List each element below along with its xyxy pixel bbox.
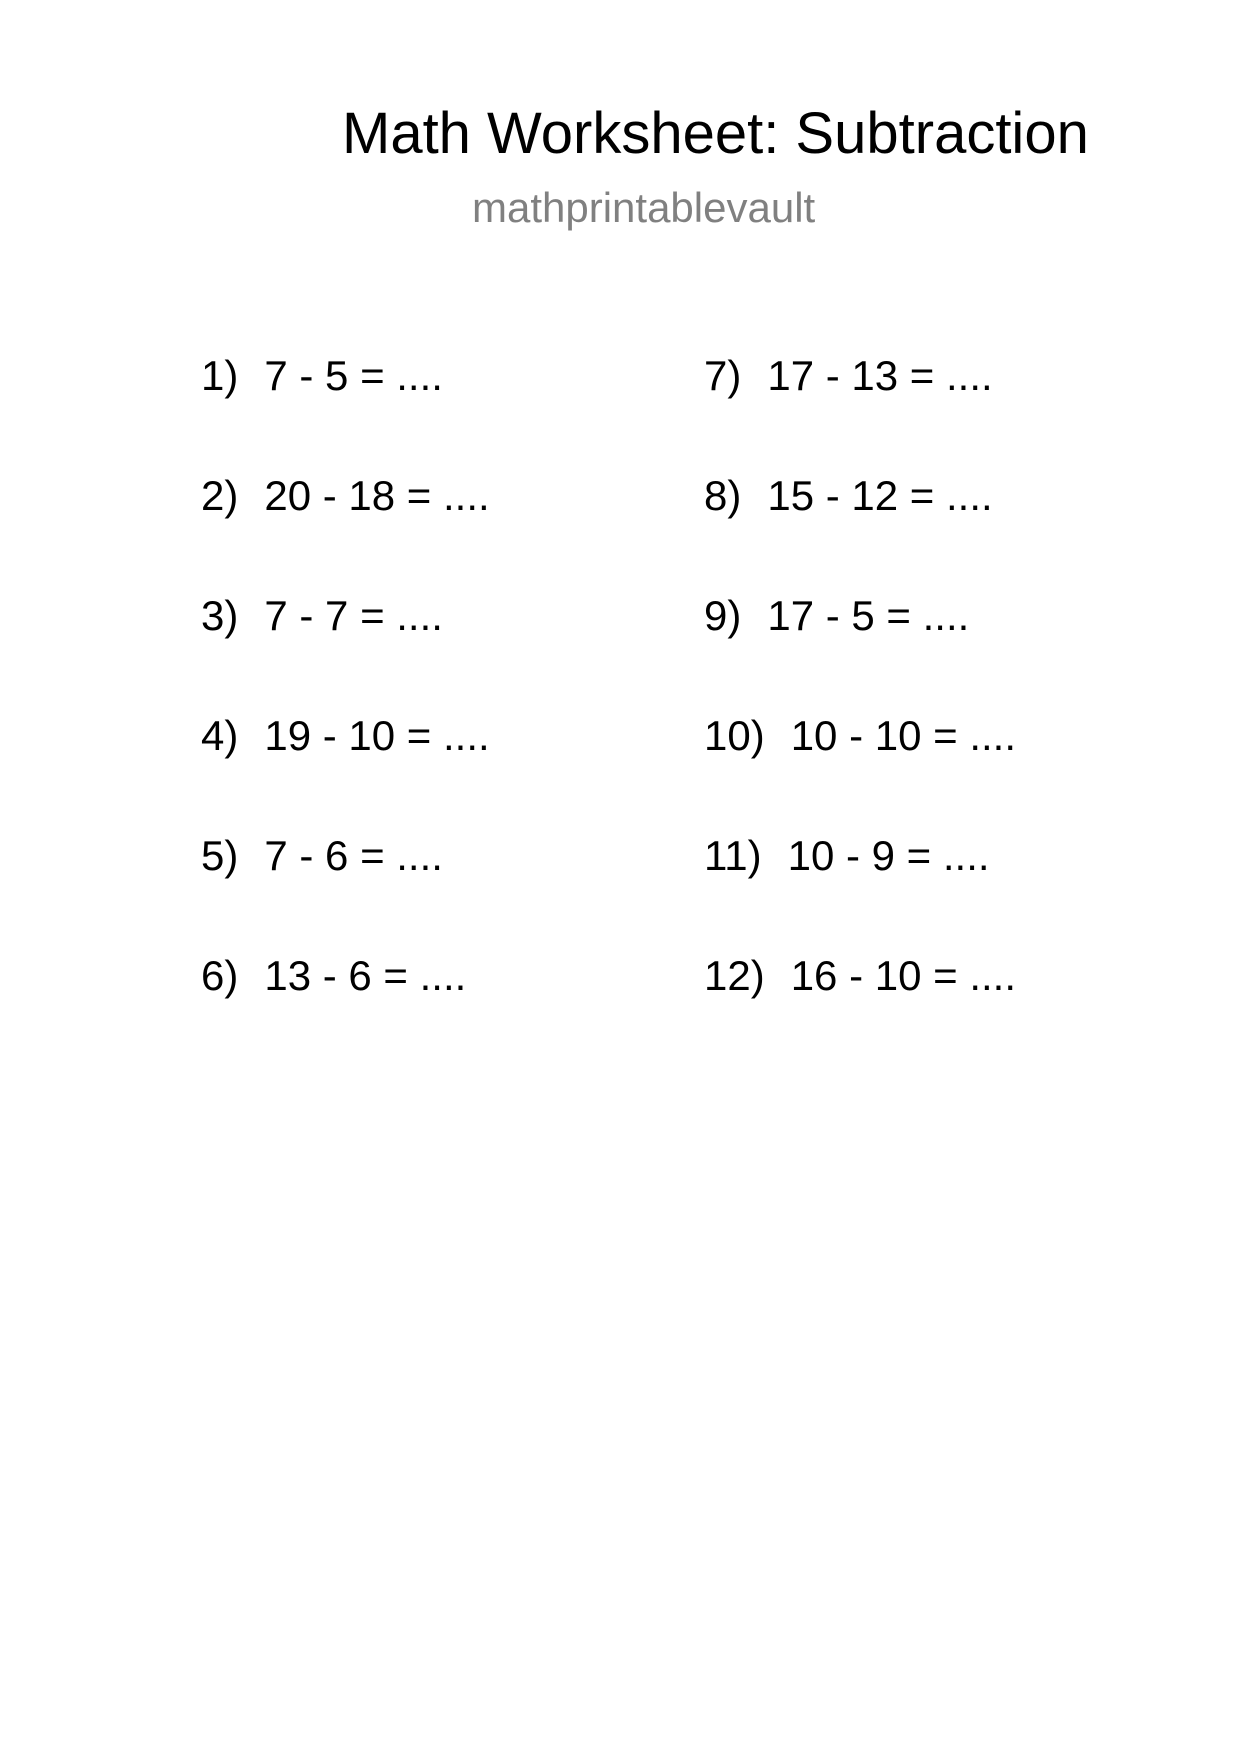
- problem-expression: 15 - 12 = ....: [767, 472, 993, 519]
- problem-expression: 16 - 10 = ....: [790, 952, 1017, 999]
- problem-expression: 17 - 13 = ....: [767, 352, 993, 399]
- problem-number: 9): [704, 592, 742, 639]
- problem-number: 6): [201, 952, 239, 999]
- problem-number: 3): [201, 592, 239, 639]
- problem-11: [704, 830, 1016, 950]
- problem-number: 4): [201, 712, 239, 759]
- problem-expression: 7 - 7 = ....: [264, 592, 443, 639]
- problem-8: [704, 470, 1016, 590]
- problem-expression: 17 - 5 = ....: [767, 592, 970, 639]
- problem-number: 7): [704, 352, 742, 399]
- worksheet-title: Math Worksheet: Subtraction: [342, 101, 1089, 166]
- problem-1: [201, 350, 490, 470]
- problem-number: 5): [201, 832, 239, 879]
- problem-5: [201, 830, 490, 950]
- problem-6: [201, 950, 490, 1070]
- problem-expression: 7 - 5 = ....: [264, 352, 443, 399]
- problems-right-column: [704, 350, 1016, 1070]
- worksheet-subtitle: mathprintablevault: [472, 184, 816, 231]
- problem-expression: 20 - 18 = ....: [264, 472, 490, 519]
- problem-9: [704, 590, 1016, 710]
- problem-4: [201, 710, 490, 830]
- problem-expression: 10 - 10 = ....: [790, 712, 1017, 759]
- problem-number: 1): [201, 352, 239, 399]
- problem-number: 12): [704, 952, 765, 999]
- problem-expression: 10 - 9 = ....: [787, 832, 990, 879]
- problem-10: [704, 710, 1016, 830]
- problem-number: 8): [704, 472, 742, 519]
- problem-expression: 19 - 10 = ....: [264, 712, 490, 759]
- problem-12: [704, 950, 1016, 1070]
- problem-2: [201, 470, 490, 590]
- problem-expression: 13 - 6 = ....: [264, 952, 467, 999]
- problem-expression: 7 - 6 = ....: [264, 832, 443, 879]
- problem-number: 11): [704, 832, 762, 879]
- problems-left-column: [201, 350, 490, 1070]
- problem-3: [201, 590, 490, 710]
- problem-7: [704, 350, 1016, 470]
- problem-number: 10): [704, 712, 765, 759]
- problem-number: 2): [201, 472, 239, 519]
